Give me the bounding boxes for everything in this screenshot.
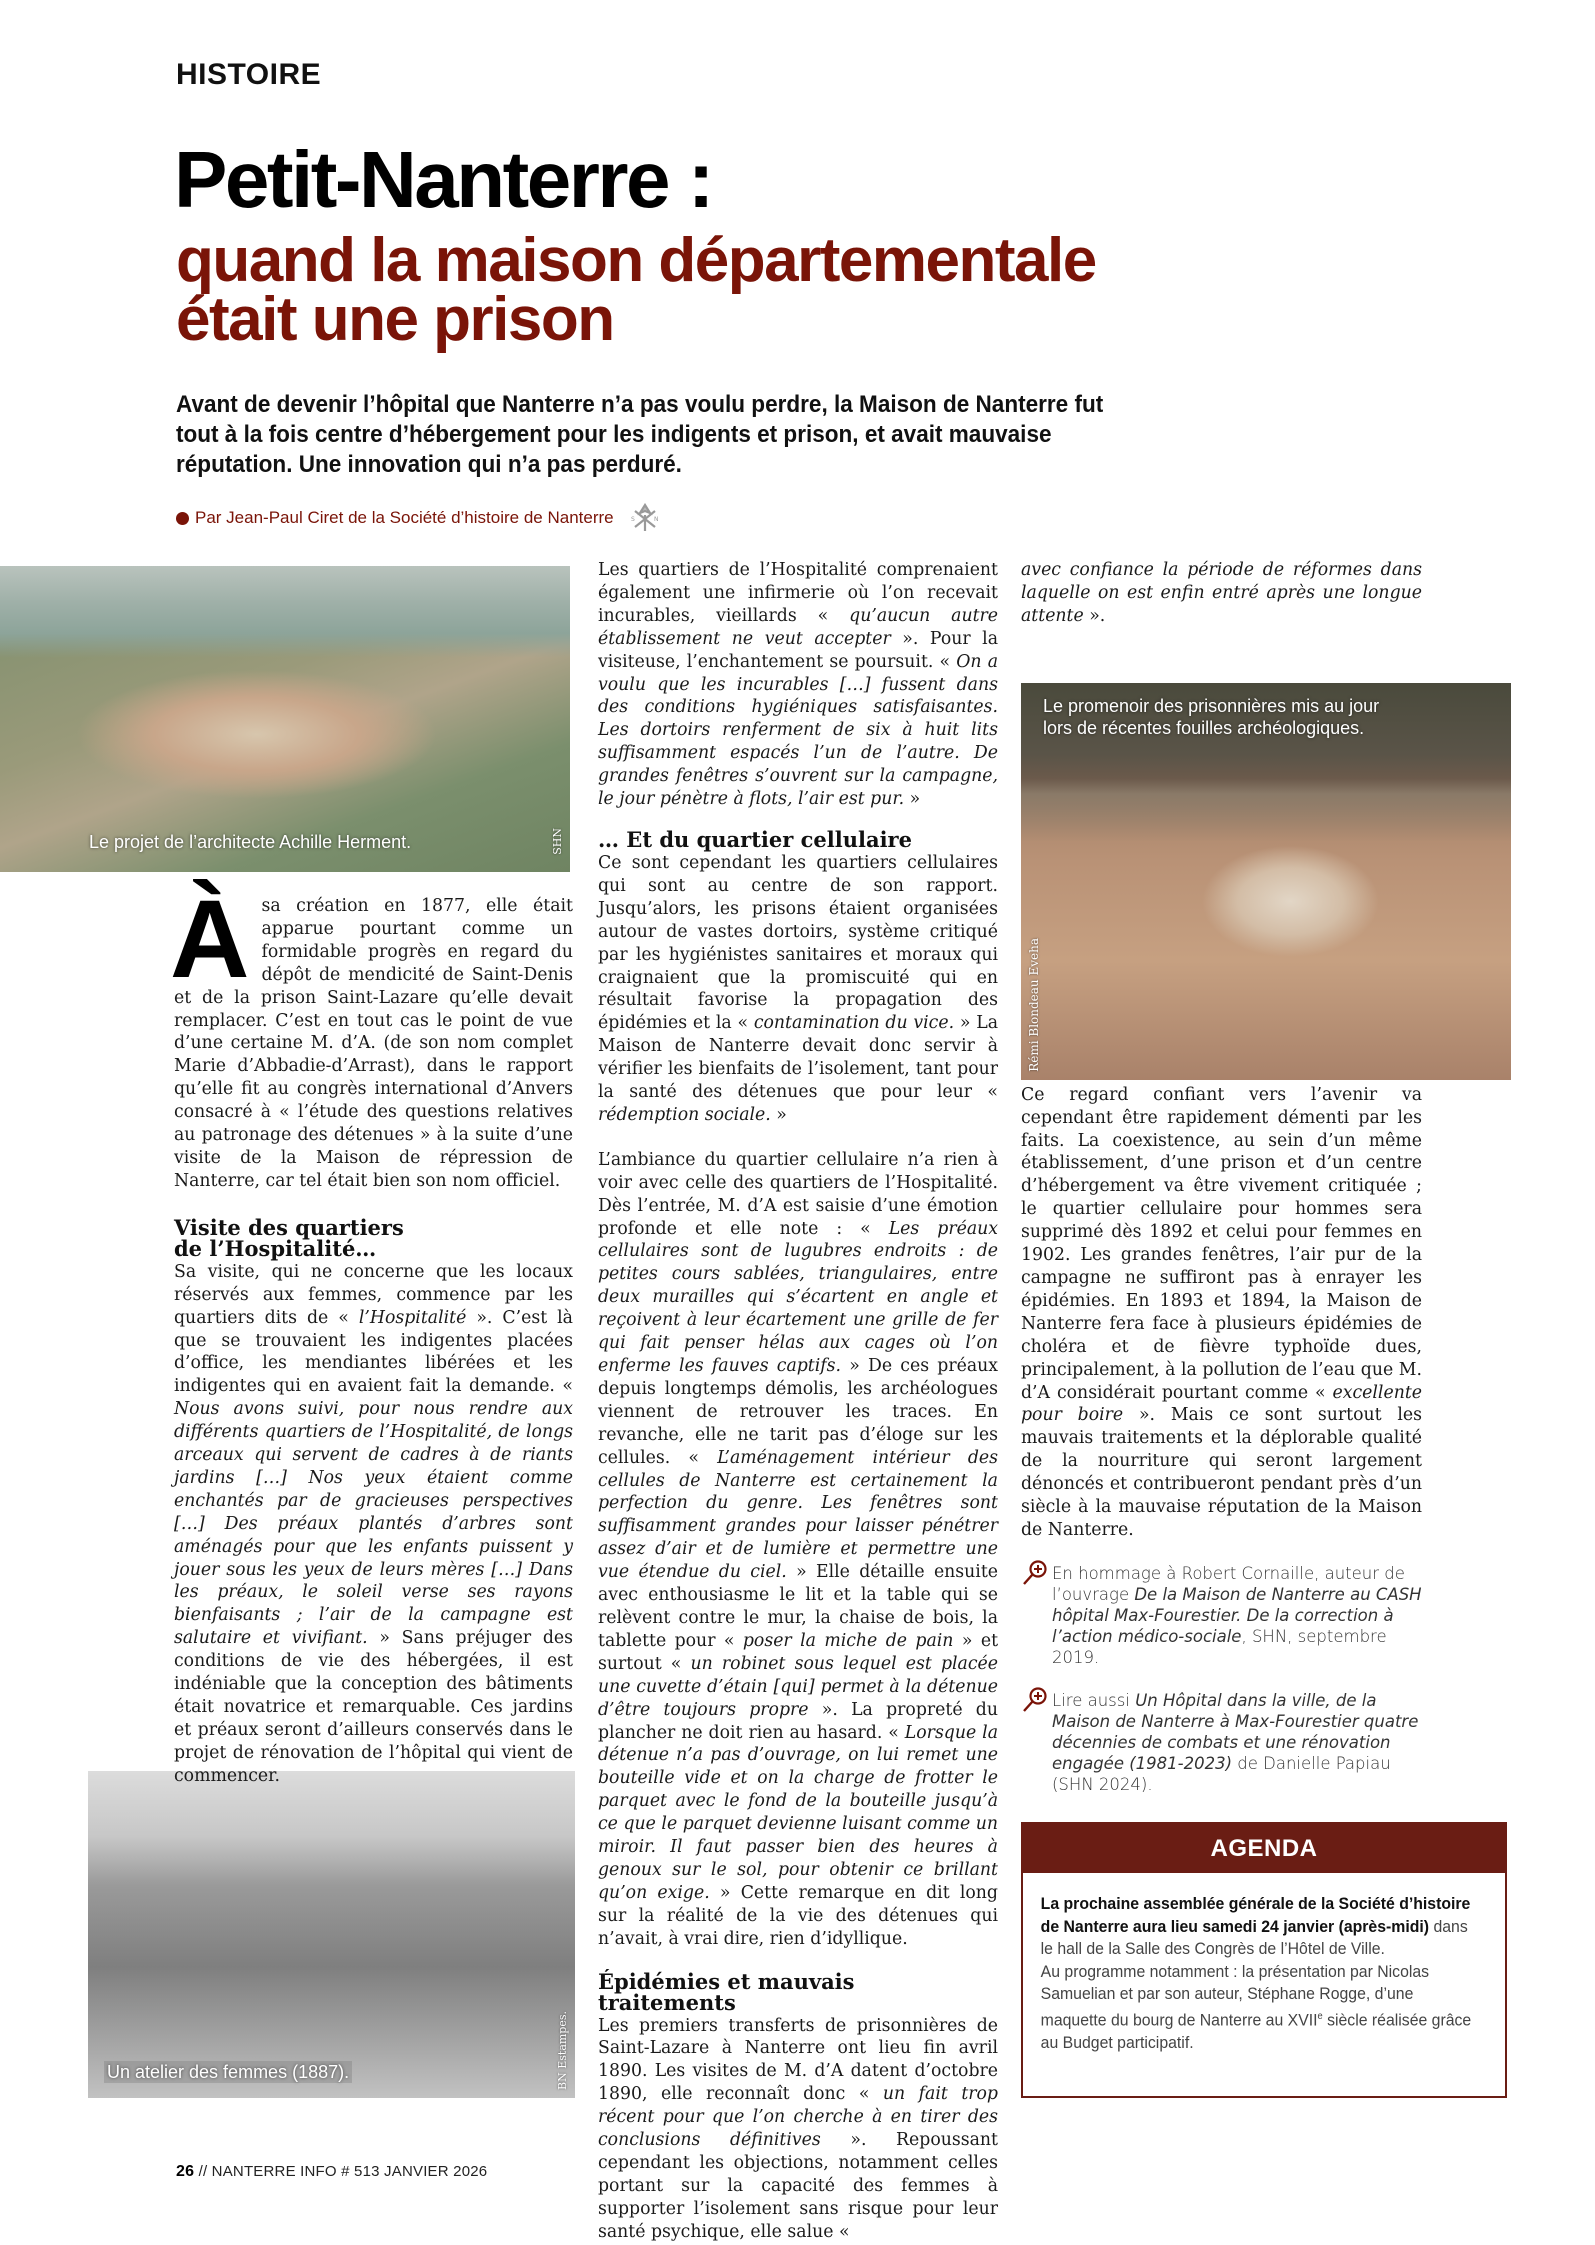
hospitalite-paragraph: Sa visite, qui ne concerne que les locaux réservés aux femmes, commence par les quartiers dits de « l’Hospitalité ». C’est là que se trouvaient les indigentes placées d’office, les mendiantes libérées et les indigentes qui en avaient fait la demande. « Nous avons suivi, pour nous rendre aux différents quartiers de l’Hospitalité, de longs arceaux qui servent de cadres à de riants jardins […] Nos yeux étaient comme enchantés par de gracieuses perspectives […] Des préaux plantés d’arbres sont aménagés pour que les enfants puissent y jouer sous les yeux de leurs mères […] Dans les préaux, le soleil verse ses rayons bienfaisants ; l’air de la campagne est salutaire et vivifiant. » Sans préjuger des conditions de vie des hébergées, il est indéniable que la conception des bâtiments était novatrice et remarquable. Ces jardins et préaux seront d’ailleurs conservés dans le projet de rénovation de l’hôpital qui vient de commencer. (174, 1261, 573, 1786)
heading-line-2: de l’Hospitalité… (174, 1235, 377, 1261)
epidemies-paragraph-2: Ce regard confiant vers l’avenir va cependant être rapidement démenti par les faits. La coexistence, au sein d’un même établissement, d’une prison et d’un centre d’hébergement va être vivement critiquée ; le quartier cellulaire pour hommes sera supprimé dès 1892 et celui pour femmes en 1902. Les grandes fenêtres, l’air pur de la campagne ne suffiront pas à enrayer les épidémies. En 1893 et 1894, la Maison de Nanterre fera face à plusieurs épidémies de choléra et de fièvre typhoïde dues, principalement, à la pollution de l’eau que M. d’A considérait pourtant comme « excellente pour boire ». Mais ce sont surtout les mauvais traitements et la déplorable qualité de la nourriture qui seront largement dénoncés et contribueront pendant près d’un siècle à la mauvaise réputation de la Maison de Nanterre. (1021, 1084, 1422, 1540)
epidemies-paragraph-1: Les premiers transferts de prisonnières de Saint-Lazare à Nanterre ont lieu fin avril 1890. Les visites de M. d’A datent d’octobre 1890, elle reconnaît donc « un fait trop récent pour que l’on cherche à en tirer des conclusions définitives ». Repoussant cependant les objections, notamment celles portant sur la capacité des femmes à supporter l’isolement sans risque pour leur santé psychique, elle salue « (598, 2015, 998, 2242)
note-hommage: En hommage à Robert Cornaille, auteur de l’ouvrage De la Maison de Nanterre au CASH hôpital Max-Fourestier. De la correction à l’action médico-sociale, SHN, septembre 2019. (1022, 1563, 1422, 1668)
page-footer (176, 2163, 487, 2181)
section-heading-cellulaire: … Et du quartier cellulaire (598, 826, 912, 852)
photo-caption: Le projet de l’architecte Achille Herment. (89, 832, 412, 852)
section-heading-epidemies: Épidémies et mauvais traitements (598, 1968, 855, 2015)
section-heading-hospitalite (174, 1214, 573, 1261)
article-title: Petit-Nanterre : (174, 135, 712, 224)
note-lire-aussi: Lire aussi Un Hôpital dans la ville, de la Maison de Nanterre à Max-Fourestier quatre décennies de combats et une rénovation engagée (1981-2023) de Danielle Papiau (SHN 2024). (1022, 1690, 1422, 1795)
photo-architect-project (0, 566, 570, 872)
svg-text:N: N (653, 516, 659, 523)
caption-line-2: lors de récentes fouilles archéologiques. (1043, 718, 1365, 738)
byline (176, 503, 660, 533)
agenda-sup: e (1317, 2010, 1323, 2022)
epidemies-paragraph-1-cont: avec confiance la période de réformes dans laquelle on est enfin entré après une longue attente ». (1021, 560, 1422, 626)
intro-paragraph (170, 878, 573, 1193)
page-number: 26 (176, 2163, 195, 2180)
article-column-1 (170, 878, 573, 1788)
shn-logo-icon (630, 503, 660, 533)
agenda-text-1: dans le hall de la Salle des Congrès de l’Hôtel de Ville. (1040, 1916, 1468, 1958)
infirmerie-paragraph: Les quartiers de l’Hospitalité comprenaient également une infirmerie où l’on recevait incurables, vieillards « qu’aucun autre établissement ne veut accepter ». Pour la visiteuse, l’enchantement se poursuit. « On a voulu que les incurables […] fussent dans des conditions hygiéniques satisfaisantes. Les dortoirs renferment de six à huit lits suffisamment espacés l’un de l’autre. De grandes fenêtres s’ouvrent sur la campagne, le jour pénètre à flots, l’air est pur. » (598, 560, 999, 810)
photo-credit: SHN (551, 828, 564, 855)
article-column-3 (1021, 559, 1422, 1542)
zoom-plus-icon (1022, 1559, 1050, 1589)
agenda-content (1023, 1873, 1493, 2054)
photo-caption: Un atelier des femmes (1887). (104, 2061, 352, 2083)
photo-women-workshop (88, 1771, 575, 2098)
byline-text: Par Jean-Paul Ciret de la Société d’histoire de Nanterre (195, 508, 614, 527)
heading-line-1: Visite des quartiers (174, 1214, 404, 1240)
photo-credit: Rémi Blondeau Eveha (1027, 938, 1041, 1072)
subtitle-line-2: était une prison (176, 284, 614, 354)
agenda-title: AGENDA (1023, 1824, 1505, 1873)
article-lead: Avant de devenir l’hôpital que Nanterre n’a pas voulu perdre, la Maison de Nanterre fut tout à la fois centre d’hébergement pour les indigents et prison, et avait mauvaise réputation. Une innovation qui n’a pas perduré. (176, 391, 1104, 478)
agenda-bold-text: La prochaine assemblée générale de la Société d’histoire de Nanterre aura lieu samedi 24 janvier (après-midi) (1040, 1894, 1471, 1936)
article-column-2 (598, 559, 998, 2244)
cellulaire-paragraph-1: Ce sont cependant les quartiers cellulaires qui sont au centre de son rapport. Jusqu’alors, les prisons étaient organisées autour de vastes dortoirs, système critiqué par les hygiénistes sanitaires et moraux qui craignaient que la promiscuité qui en résultait favorise la propagation des épidémies et la « contamination du vice. » La Maison de Nanterre devait donc servir à vérifier les bienfaits de l’isolement, tant pour la santé des détenues que pour leur « rédemption sociale. » (598, 852, 998, 1125)
photo-credit: BN Estampes. (556, 2011, 569, 2090)
agenda-box (1021, 1822, 1507, 2098)
agenda-text-3: siècle réalisée grâce au Budget participatif. (1040, 2010, 1472, 2052)
reading-notes (1022, 1563, 1422, 1817)
article-subtitle (176, 226, 1096, 354)
caption-line-1: Le promenoir des prisonnières mis au jour (1043, 696, 1380, 716)
drop-cap: À (170, 878, 250, 1001)
subtitle-line-1: quand la maison départementale (176, 226, 1096, 295)
publication-info: // NANTERRE INFO # 513 JANVIER 2026 (194, 2163, 488, 2180)
rubric-label: HISTOIRE (176, 58, 322, 91)
intro-text: sa création en 1877, elle était apparue pourtant comme un formidable progrès en regard du dépôt de mendicité de Saint-Denis et de la prison Saint-Lazare qu’elle devait remplacer. C’est en tout cas le point de vue d’une certaine M. d’A. (de son nom complet Marie d’Abbadie-d’Arrast), dans le rapport qu’elle fit au congrès international d’Anvers consacré à « l’étude des questions relatives au patronage des détenues » à la suite d’une visite de la Maison de répression de Nanterre, car tel était bien son nom officiel. (174, 896, 573, 1191)
bullet-dot-icon (176, 512, 189, 525)
svg-text:S: S (630, 516, 635, 523)
cellulaire-paragraph-2: L’ambiance du quartier cellulaire n’a rien à voir avec celle des quartiers de l’Hospitalité. Dès l’entrée, M. d’A est saisie d’une émotion profonde et elle note : « Les préaux cellulaires sont de lugubres endroits : de petites cours sablées, triangulaires, entre deux murailles qui s’écartent en angle et reçoivent à leur écartement une grille de fer qui fait penser hélas aux cages où l’on enferme les fauves captifs. » De ces préaux depuis longtemps démolis, les archéologues viennent de retrouver les traces. En revanche, elle ne tarit pas d’éloge sur les cellules. « L’aménagement intérieur des cellules de Nanterre est certainement la perfection du genre. Les fenêtres sont suffisamment grandes pour laisser pénétrer assez d’air et de lumière et permettre une vue étendue du ciel. » Elle détaille ensuite avec enthousiasme le lit et la table qui se relèvent contre le mur, la chaise de bois, la tablette pour « poser la miche de pain » et surtout « un robinet sous lequel est placée une cuvette d’étain [qui] permet à la détenue d’être toujours propre ». La propreté du plancher ne doit rien au hasard. « Lorsque la détenue n’a pas d’ouvrage, on lui remet une bouteille vide et on la charge de frotter le parquet avec le fond de la bouteille jusqu’à ce que le parquet devienne luisant comme un miroir. Il faut passer bien des heures à genoux sur le sol, pour obtenir ce brillant qu’on exige. » Cette remarque en dit long sur la réalité de la vie des détenues qui n’avait, à vrai dire, rien d’idyllique. (598, 1149, 999, 1949)
agenda-text-2: Au programme notamment : la présentation par Nicolas Samuelian et par son auteur, Stéphane Rogge, d’une maquette du bourg de Nanterre au XVII (1040, 1961, 1430, 2030)
zoom-plus-icon (1022, 1686, 1050, 1716)
